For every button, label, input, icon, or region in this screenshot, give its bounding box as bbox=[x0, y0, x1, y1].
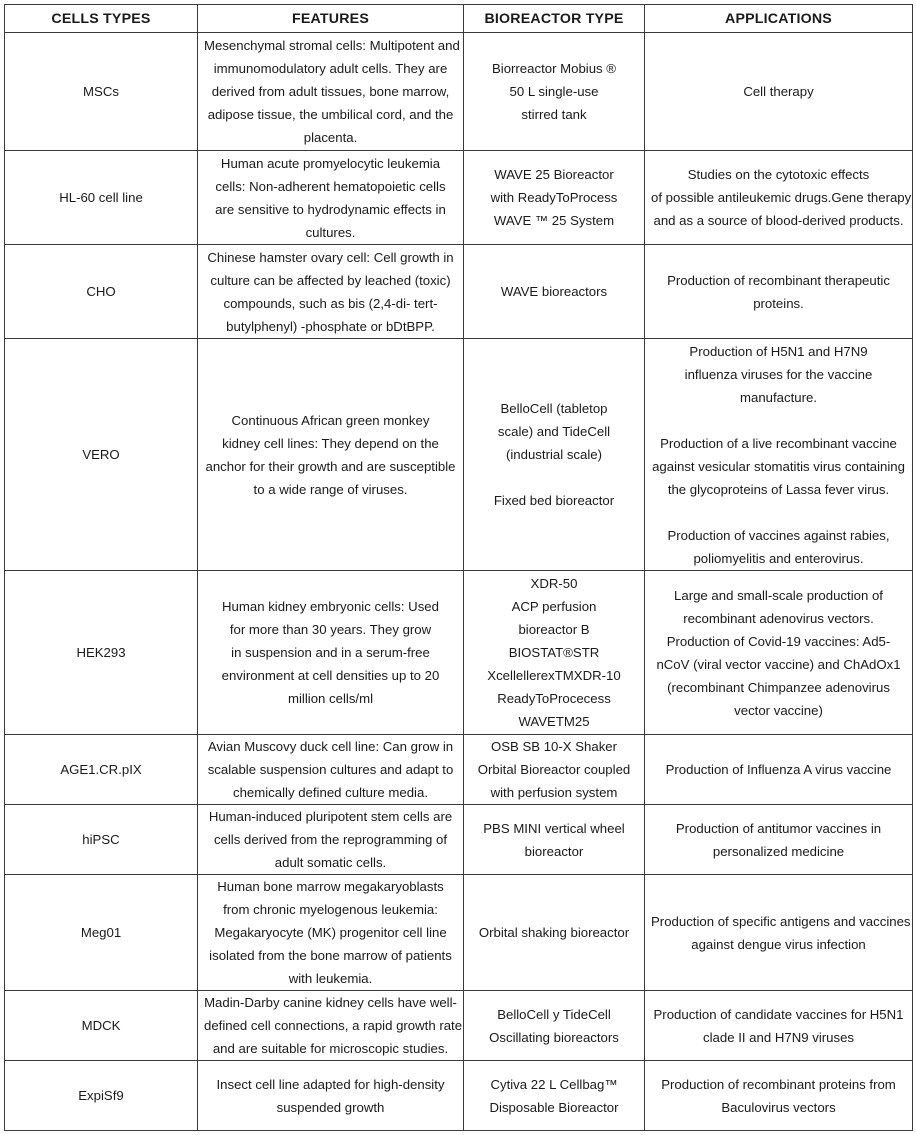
bioreactor-type-cell bbox=[464, 735, 645, 805]
header-features: FEATURES bbox=[198, 5, 464, 33]
cell-line-text: Megakaryocyte (MK) progenitor cell line bbox=[214, 925, 447, 940]
cell-line-text: cells: Non-adherent hematopoietic cells bbox=[215, 178, 446, 194]
cell-line-text: chemically defined culture media. bbox=[233, 785, 428, 800]
table-row bbox=[5, 151, 913, 245]
bioreactor-type-cell bbox=[464, 991, 645, 1061]
cell-type-cell bbox=[5, 339, 198, 571]
cell-line-text: Oscillating bioreactors bbox=[489, 1029, 619, 1045]
cell-line-text: WAVE bioreactors bbox=[500, 284, 608, 299]
cell-line-text: butylphenyl) -phosphate or bDtBPP. bbox=[226, 318, 435, 334]
cell-line-text: BelloCell y TideCell bbox=[497, 1006, 611, 1022]
cell-line-text: poliomyelitis and enterovirus. bbox=[693, 550, 864, 566]
cell-line-text: Cell therapy bbox=[743, 84, 814, 99]
table-header bbox=[5, 5, 913, 33]
applications-cell bbox=[645, 805, 913, 875]
table-container bbox=[4, 4, 912, 1131]
applications-cell bbox=[645, 1061, 913, 1131]
cell-line-text bbox=[470, 466, 638, 489]
table-row bbox=[5, 245, 913, 339]
cell-line-text: against vesicular stomatitis virus containing bbox=[652, 458, 905, 474]
cell-line-text: for more than 30 years. They grow bbox=[229, 622, 432, 637]
cell-line-text: cells derived from the reprogramming of bbox=[213, 832, 448, 847]
cell-type-cell bbox=[5, 245, 198, 339]
cell-types-table bbox=[4, 4, 913, 1131]
cell-line-text: influenza viruses for the vaccine bbox=[684, 366, 873, 382]
features-cell bbox=[198, 33, 464, 151]
features-cell bbox=[198, 805, 464, 875]
features-cell bbox=[198, 245, 464, 339]
cell-line-text: (recombinant Chimpanzee adenovirus bbox=[667, 679, 890, 695]
cell-line-text: kidney cell lines: They depend on the bbox=[222, 435, 439, 451]
cell-line-text: to a wide range of viruses. bbox=[253, 481, 408, 497]
header-applications: APPLICATIONS bbox=[645, 5, 913, 33]
cell-line-text: Human acute promyelocytic leukemia bbox=[220, 155, 441, 171]
header-cell-types: CELLS TYPES bbox=[5, 5, 198, 33]
cell-line-text: Biorreactor Mobius ® bbox=[491, 61, 617, 76]
cell-line-text: WAVE ™ 25 System bbox=[493, 213, 615, 228]
features-cell bbox=[198, 875, 464, 991]
applications-cell bbox=[645, 33, 913, 151]
applications-cell bbox=[645, 875, 913, 991]
cell-line-text: vector vaccine) bbox=[734, 702, 823, 718]
cell-line-text: Production of vaccines against rabies, bbox=[667, 527, 890, 543]
cell-type-cell bbox=[5, 735, 198, 805]
cell-line-text: Production of H5N1 and H7N9 bbox=[689, 343, 868, 359]
cell-line-text: culture can be affected by leached (toxic) bbox=[210, 272, 451, 288]
table-row bbox=[5, 339, 913, 571]
cell-line-text: HEK293 bbox=[76, 645, 126, 660]
bioreactor-type-cell bbox=[464, 1061, 645, 1131]
cell-line-text: (industrial scale) bbox=[505, 447, 602, 462]
cell-line-text: Orbital shaking bioreactor bbox=[478, 925, 630, 940]
cell-line-text: Disposable Bioreactor bbox=[489, 1099, 619, 1115]
cell-line-text: with leukemia. bbox=[288, 971, 373, 986]
header-bioreactor-type: BIOREACTOR TYPE bbox=[464, 5, 645, 33]
cell-line-text: MSCs bbox=[83, 84, 119, 99]
cell-line-text: HL-60 cell line bbox=[59, 190, 143, 205]
cell-line-text: clade II and H7N9 viruses bbox=[703, 1029, 854, 1045]
features-cell bbox=[198, 1061, 464, 1131]
cell-type-cell bbox=[5, 151, 198, 245]
cell-line-text: MDCK bbox=[81, 1018, 121, 1033]
features-cell bbox=[198, 339, 464, 571]
cell-line-text: million cells/ml bbox=[288, 691, 373, 706]
applications-cell bbox=[645, 991, 913, 1061]
cell-line-text: Madin-Darby canine kidney cells have well- bbox=[204, 995, 457, 1010]
cell-line-text: XDR-50 bbox=[530, 576, 578, 591]
cell-line-text: recombinant adenovirus vectors. bbox=[683, 610, 874, 626]
cell-line-text: Avian Muscovy duck cell line: Can grow in bbox=[207, 739, 454, 754]
cell-line-text: from chronic myelogenous leukemia: bbox=[223, 902, 438, 917]
cell-line-text: Human-induced pluripotent stem cells are bbox=[208, 809, 453, 824]
bioreactor-type-cell bbox=[464, 245, 645, 339]
cell-line-text: stirred tank bbox=[521, 107, 587, 122]
cell-line-text: Production of a live recombinant vaccine bbox=[660, 435, 897, 451]
cell-line-text: with perfusion system bbox=[490, 785, 618, 800]
features-cell bbox=[198, 571, 464, 735]
bioreactor-type-cell bbox=[464, 151, 645, 245]
header-row bbox=[5, 5, 913, 33]
cell-line-text: VERO bbox=[82, 447, 120, 462]
cell-line-text: bioreactor bbox=[524, 843, 584, 859]
cell-line-text: Production of Influenza A virus vaccine bbox=[665, 762, 892, 777]
cell-type-cell bbox=[5, 1061, 198, 1131]
table-row bbox=[5, 875, 913, 991]
cell-line-text: BIOSTAT®STR bbox=[508, 645, 600, 660]
cell-line-text: Large and small-scale production of bbox=[674, 587, 883, 603]
cell-line-text: Continuous African green monkey bbox=[231, 412, 430, 428]
cell-line-text: bioreactor B bbox=[518, 622, 590, 637]
cell-type-cell bbox=[5, 571, 198, 735]
cell-line-text: scale) and TideCell bbox=[497, 424, 611, 439]
cell-line-text: WAVE 25 Bioreactor bbox=[494, 167, 614, 182]
applications-cell bbox=[645, 245, 913, 339]
cell-line-text: and are suitable for microscopic studies. bbox=[212, 1041, 449, 1056]
table-body bbox=[5, 33, 913, 1131]
cell-line-text: isolated from the bone marrow of patients bbox=[209, 948, 452, 963]
cell-line-text: Production of recombinant therapeutic bbox=[667, 272, 890, 288]
cell-line-text: AGE1.CR.pIX bbox=[60, 762, 142, 777]
cell-line-text: Chinese hamster ovary cell: Cell growth in bbox=[207, 249, 454, 265]
features-cell bbox=[198, 735, 464, 805]
cell-line-text: nCoV (viral vector vaccine) and ChAdOx1 bbox=[656, 656, 901, 672]
cell-line-text: adipose tissue, the umbilical cord, and the bbox=[207, 107, 454, 122]
cell-line-text: anchor for their growth and are susceptible bbox=[205, 458, 456, 474]
table-row bbox=[5, 33, 913, 151]
cell-type-cell bbox=[5, 875, 198, 991]
cell-line-text: environment at cell densities up to 20 bbox=[221, 668, 440, 683]
cell-line-text: Production of specific antigens and vaccines bbox=[651, 913, 911, 929]
features-cell bbox=[198, 151, 464, 245]
cell-line-text: Human kidney embryonic cells: Used bbox=[222, 599, 439, 614]
bioreactor-type-cell bbox=[464, 33, 645, 151]
features-cell bbox=[198, 991, 464, 1061]
cell-line-text: of possible antileukemic drugs.Gene therapy bbox=[651, 190, 912, 205]
cell-line-text: ACP perfusion bbox=[511, 599, 597, 614]
cell-line-text bbox=[651, 409, 906, 432]
cell-line-text: WAVETM25 bbox=[518, 714, 590, 729]
cell-line-text: Cytiva 22 L Cellbag™ bbox=[490, 1076, 618, 1092]
table-row bbox=[5, 1061, 913, 1131]
cell-line-text: placenta. bbox=[303, 130, 358, 145]
cell-line-text: Insect cell line adapted for high-density bbox=[216, 1076, 445, 1092]
cell-line-text bbox=[651, 501, 906, 524]
cell-line-text: Meg01 bbox=[80, 925, 122, 940]
cell-line-text: ReadyToProcecess bbox=[497, 691, 611, 706]
cell-line-text: in suspension and in a serum-free bbox=[231, 645, 430, 660]
cell-line-text: against dengue virus infection bbox=[691, 936, 866, 952]
cell-line-text: XcellellerexTMXDR-10 bbox=[487, 668, 621, 683]
bioreactor-type-cell bbox=[464, 805, 645, 875]
cell-line-text: BelloCell (tabletop bbox=[500, 401, 608, 416]
cell-type-cell bbox=[5, 33, 198, 151]
cell-line-text: Production of candidate vaccines for H5N1 bbox=[653, 1006, 904, 1022]
cell-line-text: scalable suspension cultures and adapt to bbox=[207, 762, 454, 777]
cell-line-text: proteins. bbox=[753, 295, 804, 311]
bioreactor-type-cell bbox=[464, 571, 645, 735]
table-row bbox=[5, 991, 913, 1061]
cell-line-text: with ReadyToProcess bbox=[490, 190, 618, 205]
cell-line-text: PBS MINI vertical wheel bbox=[483, 820, 625, 836]
cell-line-text: CHO bbox=[86, 284, 116, 299]
cell-line-text: immunomodulatory adult cells. They are bbox=[213, 61, 448, 76]
cell-line-text: hiPSC bbox=[82, 832, 120, 847]
applications-cell bbox=[645, 151, 913, 245]
bioreactor-type-cell bbox=[464, 875, 645, 991]
bioreactor-type-cell bbox=[464, 339, 645, 571]
cell-line-text: ExpiSf9 bbox=[78, 1088, 124, 1103]
cell-line-text: defined cell connections, a rapid growth rate bbox=[204, 1018, 463, 1033]
cell-line-text: personalized medicine bbox=[712, 843, 845, 859]
cell-type-cell bbox=[5, 805, 198, 875]
cell-line-text: Production of recombinant proteins from bbox=[661, 1076, 896, 1092]
cell-line-text: 50 L single-use bbox=[509, 84, 599, 99]
cell-line-text: manufacture. bbox=[740, 389, 817, 405]
cell-line-text: compounds, such as bis (2,4-di- tert- bbox=[223, 295, 438, 311]
cell-line-text: Studies on the cytotoxic effects bbox=[687, 167, 870, 182]
cell-line-text: Baculovirus vectors bbox=[721, 1099, 836, 1115]
cell-line-text: Production of Covid-19 vaccines: Ad5- bbox=[666, 633, 891, 649]
cell-line-text: and as a source of blood-derived products. bbox=[653, 213, 904, 228]
cell-line-text: suspended growth bbox=[276, 1099, 385, 1115]
table-row bbox=[5, 571, 913, 735]
cell-type-cell bbox=[5, 991, 198, 1061]
cell-line-text: the glycoproteins of Lassa fever virus. bbox=[667, 481, 890, 497]
cell-line-text: Mesenchymal stromal cells: Multipotent and bbox=[204, 38, 460, 53]
cell-line-text: are sensitive to hydrodynamic effects in bbox=[215, 201, 446, 217]
cell-line-text: OSB SB 10-X Shaker bbox=[490, 739, 618, 754]
cell-line-text: cultures. bbox=[305, 224, 356, 240]
cell-line-text: derived from adult tissues, bone marrow, bbox=[211, 84, 450, 99]
table-row bbox=[5, 805, 913, 875]
cell-line-text: Human bone marrow megakaryoblasts bbox=[217, 879, 444, 894]
cell-line-text: Fixed bed bioreactor bbox=[493, 493, 615, 508]
cell-line-text: Production of antitumor vaccines in bbox=[675, 820, 882, 836]
applications-cell bbox=[645, 571, 913, 735]
cell-line-text: adult somatic cells. bbox=[274, 855, 387, 870]
applications-cell bbox=[645, 339, 913, 571]
applications-cell bbox=[645, 735, 913, 805]
cell-line-text: Orbital Bioreactor coupled bbox=[477, 762, 631, 777]
table-row bbox=[5, 735, 913, 805]
